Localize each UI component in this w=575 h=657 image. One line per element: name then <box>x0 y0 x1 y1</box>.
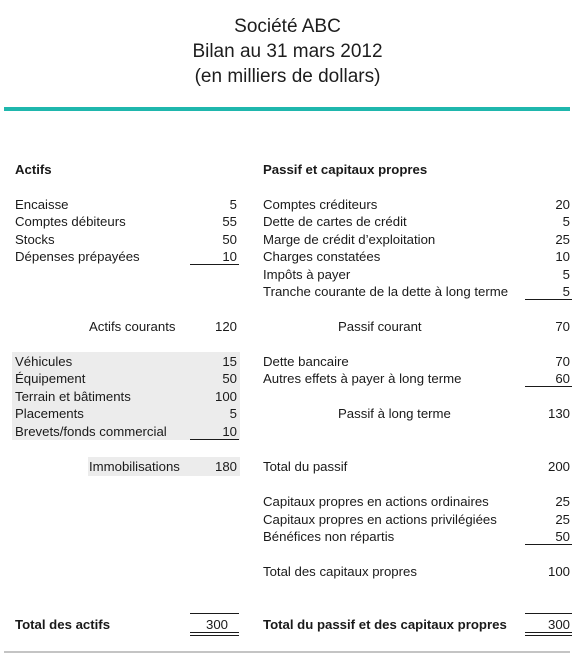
liability-label: Tranche courante de la dette à long terme <box>263 284 509 299</box>
footer-divider <box>4 651 570 653</box>
asset-label: Stocks <box>15 232 55 247</box>
longterm-liabilities-total-label: Passif à long terme <box>338 406 451 421</box>
equity-total-value: 100 <box>547 564 570 579</box>
fixed-assets-total-label: Immobilisations <box>89 459 180 474</box>
total-liabilities-label: Total du passif <box>263 459 348 474</box>
liability-value: 5 <box>562 267 570 282</box>
statement-header <box>0 14 575 89</box>
header-divider <box>4 107 570 111</box>
equity-label: Bénéfices non répartis <box>263 529 395 544</box>
current-liabilities-total-value: 70 <box>555 319 570 334</box>
asset-label: Terrain et bâtiments <box>15 389 131 404</box>
grand-total-double-underline-2 <box>525 635 572 636</box>
longterm-liabilities-total-value: 130 <box>547 406 570 421</box>
total-assets-double-underline-2 <box>190 635 239 636</box>
equity-total-label: Total des capitaux propres <box>263 564 417 579</box>
fixed-assets-total-value: 180 <box>214 459 237 474</box>
grand-total-overline <box>525 613 572 614</box>
equity-value: 25 <box>555 494 570 509</box>
grand-total-label: Total du passif et des capitaux propres <box>263 617 507 632</box>
asset-label: Équipement <box>15 371 86 386</box>
total-assets-label: Total des actifs <box>15 617 111 632</box>
asset-value: 5 <box>229 406 237 421</box>
total-assets-overline <box>190 613 239 614</box>
asset-value: 100 <box>214 389 237 404</box>
asset-value: 50 <box>222 232 237 247</box>
current-liabilities-underline <box>525 299 572 300</box>
asset-label: Encaisse <box>15 197 69 212</box>
current-liabilities-total-label: Passif courant <box>338 319 422 334</box>
asset-value: 5 <box>229 197 237 212</box>
liability-value: 20 <box>555 197 570 212</box>
asset-value: 10 <box>222 424 237 439</box>
asset-label: Dépenses prépayées <box>15 249 140 264</box>
statement-title: Bilan au 31 mars 2012 <box>192 41 383 62</box>
liability-value: 10 <box>555 249 570 264</box>
liability-label: Charges constatées <box>263 249 381 264</box>
equity-value: 25 <box>555 512 570 527</box>
asset-label: Brevets/fonds commercial <box>15 424 167 439</box>
liabilities-heading: Passif et capitaux propres <box>263 162 428 177</box>
liability-label: Dette de cartes de crédit <box>263 214 407 229</box>
liability-value: 5 <box>562 214 570 229</box>
liability-label: Dette bancaire <box>263 354 349 369</box>
unit-note: (en milliers de dollars) <box>194 66 381 87</box>
current-assets-total-value: 120 <box>214 319 237 334</box>
liability-label: Impôts à payer <box>263 267 351 282</box>
total-liabilities-value: 200 <box>547 459 570 474</box>
asset-label: Véhicules <box>15 354 73 369</box>
grand-total-value: 300 <box>547 617 570 632</box>
equity-label: Capitaux propres en actions privilégiées <box>263 512 497 527</box>
total-assets-double-underline-1 <box>190 632 239 633</box>
asset-value: 10 <box>222 249 237 264</box>
longterm-liabilities-underline <box>525 386 572 387</box>
equity-label: Capitaux propres en actions ordinaires <box>263 494 489 509</box>
liability-value: 25 <box>555 232 570 247</box>
liability-label: Marge de crédit d’exploitation <box>263 232 436 247</box>
current-assets-underline <box>190 264 239 265</box>
assets-heading: Actifs <box>15 162 52 177</box>
total-assets-value: 300 <box>205 617 228 632</box>
equity-underline <box>525 544 572 545</box>
company-name: Société ABC <box>234 16 341 37</box>
asset-label: Placements <box>15 406 84 421</box>
fixed-assets-underline <box>190 439 239 440</box>
liability-label: Comptes créditeurs <box>263 197 378 212</box>
asset-value: 50 <box>222 371 237 386</box>
asset-value: 55 <box>222 214 237 229</box>
liability-label: Autres effets à payer à long terme <box>263 371 462 386</box>
grand-total-double-underline-1 <box>525 632 572 633</box>
equity-value: 50 <box>555 529 570 544</box>
liability-value: 60 <box>555 371 570 386</box>
asset-value: 15 <box>222 354 237 369</box>
current-assets-total-label: Actifs courants <box>89 319 176 334</box>
asset-label: Comptes débiteurs <box>15 214 126 229</box>
liability-value: 5 <box>562 284 570 299</box>
liability-value: 70 <box>555 354 570 369</box>
